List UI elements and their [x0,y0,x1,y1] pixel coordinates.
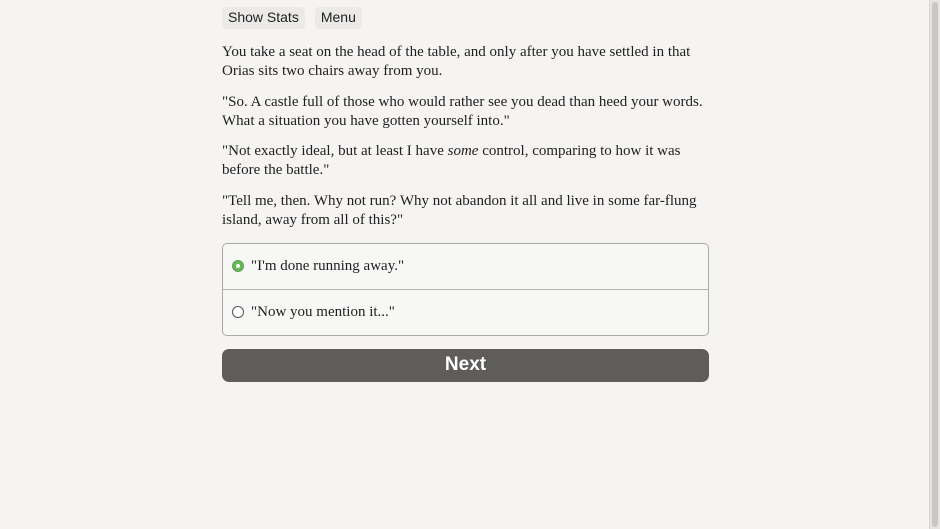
scrollbar-thumb[interactable] [932,2,938,527]
story-text [222,43,709,230]
choice-label: "Now you mention it..." [251,303,395,320]
radio-button[interactable] [232,260,244,272]
choice-option[interactable] [223,289,708,335]
radio-button[interactable] [232,306,244,318]
menu-button[interactable]: Menu [315,7,362,29]
show-stats-button[interactable]: Show Stats [222,7,305,29]
story-paragraph: "So. A castle full of those who would rather see you dead than heed your words. What a situation you have gotten yourself into." [222,93,703,129]
choice-option[interactable] [223,244,708,289]
story-text-segment: "Not exactly ideal, but at least I have [222,143,448,159]
story-emphasis: some [447,143,479,159]
game-container [222,0,709,382]
scrollbar[interactable] [929,0,940,529]
next-button[interactable]: Next [222,349,709,382]
story-paragraph: "Tell me, then. Why not run? Why not abandon it all and live in some far-flung island, away from all of this?" [222,192,697,228]
top-bar [222,7,709,29]
story-paragraph [222,142,709,180]
story-paragraph: You take a seat on the head of the table, and only after you have settled in that Orias sits two chairs away from you. [222,44,691,79]
story-text-segment: control, comparing to how it was before the battle." [222,143,681,178]
choice-list [222,243,709,336]
choice-label: "I'm done running away." [251,257,405,274]
